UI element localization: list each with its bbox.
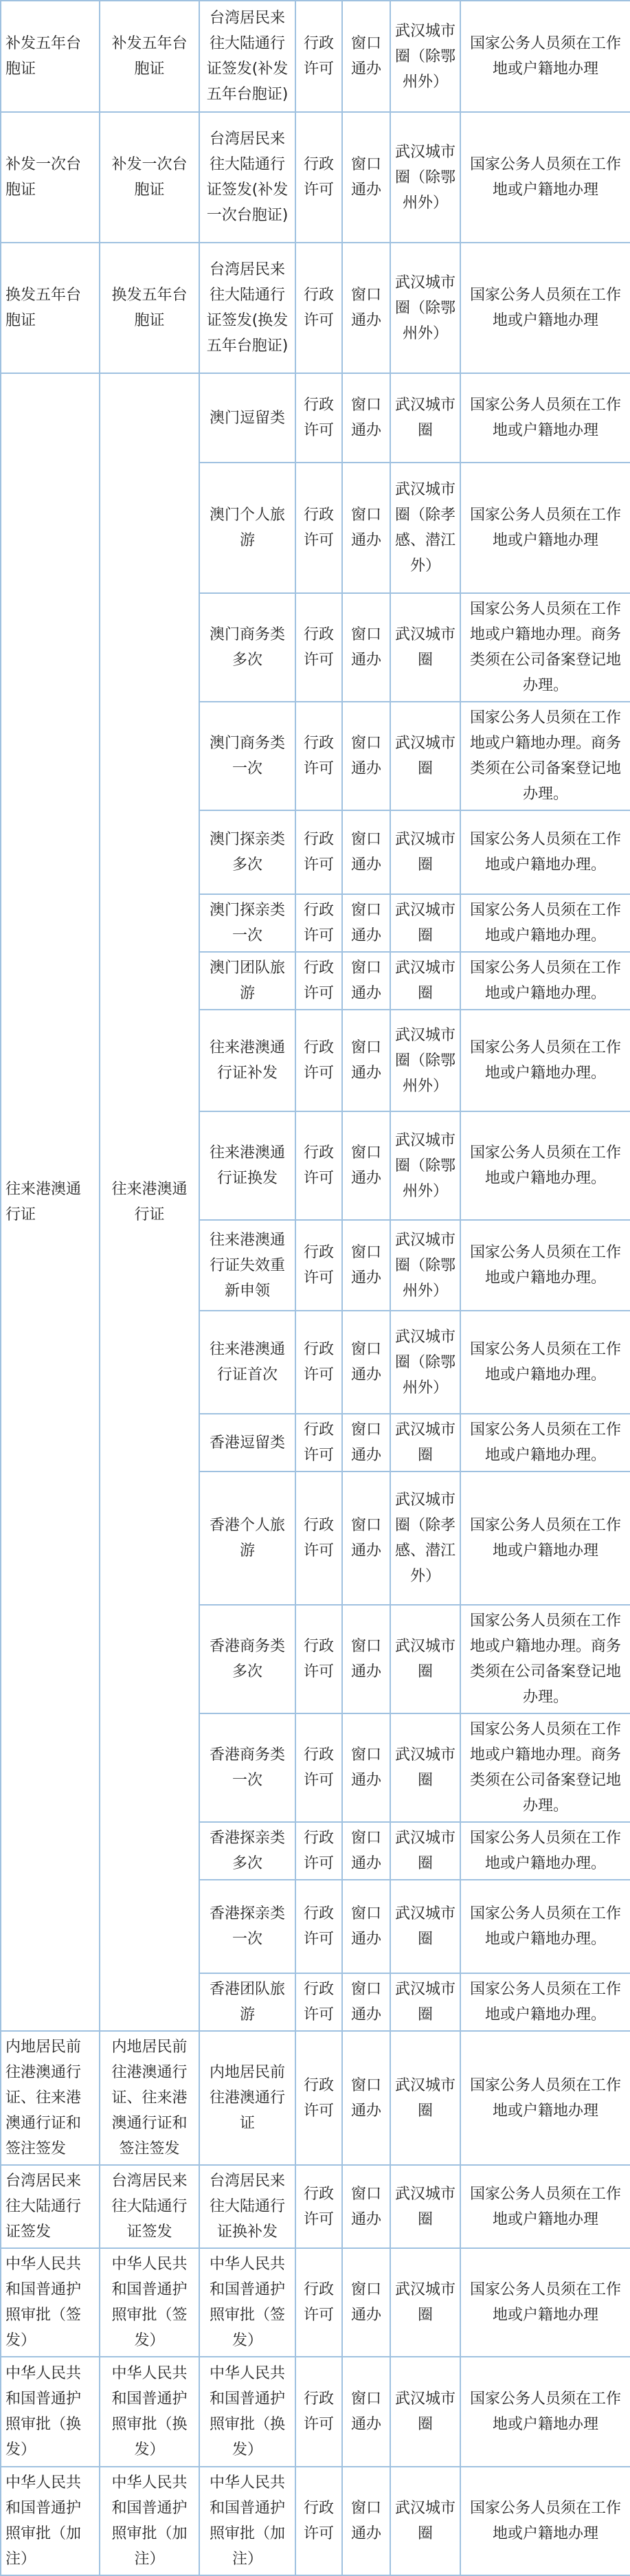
method-cell: 窗口通办 (342, 702, 390, 810)
table-row (1, 243, 630, 373)
method-cell: 窗口通办 (342, 1822, 390, 1880)
sub-item-cell: 往来港澳通行证首次 (199, 1311, 295, 1414)
category-cell: 中华人民共和国普通护照审批（换发） (1, 2357, 100, 2467)
sub-item-cell: 澳门探亲类一次 (199, 894, 295, 952)
type-cell: 行政许可 (295, 1010, 342, 1111)
method-cell: 窗口通办 (342, 1414, 390, 1472)
table-row (1, 2031, 630, 2165)
sub-item-cell: 香港个人旅游 (199, 1472, 295, 1605)
scope-cell: 武汉城市圈（除孝感、潜江外） (390, 1472, 460, 1605)
sub-item-cell: 台湾居民来往大陆通行证签发(换发五年台胞证) (199, 243, 295, 373)
item-cell: 中华人民共和国普通护照审批（签发） (100, 2248, 199, 2357)
sub-item-cell: 澳门商务类一次 (199, 702, 295, 810)
method-cell: 窗口通办 (342, 1880, 390, 1973)
item-cell: 补发五年台胞证 (100, 1, 199, 112)
method-cell: 窗口通办 (342, 1220, 390, 1311)
method-cell: 窗口通办 (342, 810, 390, 894)
type-cell: 行政许可 (295, 952, 342, 1010)
scope-cell: 武汉城市圈 (390, 952, 460, 1010)
note-cell: 国家公务人员须在工作地或户籍地办理 (460, 2031, 630, 2165)
sub-item-cell: 澳门逗留类 (199, 373, 295, 463)
method-cell: 窗口通办 (342, 1605, 390, 1713)
item-cell: 中华人民共和国普通护照审批（加注） (100, 2467, 199, 2575)
sub-item-cell: 香港探亲类多次 (199, 1822, 295, 1880)
note-cell: 国家公务人员须在工作地或户籍地办理。 (460, 1220, 630, 1311)
note-cell: 国家公务人员须在工作地或户籍地办理 (460, 112, 630, 243)
type-cell: 行政许可 (295, 894, 342, 952)
table-row (1, 112, 630, 243)
note-cell: 国家公务人员须在工作地或户籍地办理。商务类须在公司备案登记地办理。 (460, 1605, 630, 1713)
type-cell: 行政许可 (295, 243, 342, 373)
category-cell: 往来港澳通行证 (1, 373, 100, 2031)
note-cell: 国家公务人员须在工作地或户籍地办理。商务类须在公司备案登记地办理。 (460, 1713, 630, 1822)
method-cell: 窗口通办 (342, 1713, 390, 1822)
category-cell: 中华人民共和国普通护照审批（加注） (1, 2467, 100, 2575)
method-cell: 窗口通办 (342, 463, 390, 593)
sub-item-cell: 澳门团队旅游 (199, 952, 295, 1010)
type-cell: 行政许可 (295, 1822, 342, 1880)
type-cell: 行政许可 (295, 1713, 342, 1822)
type-cell: 行政许可 (295, 112, 342, 243)
note-cell: 国家公务人员须在工作地或户籍地办理。 (460, 1822, 630, 1880)
note-cell: 国家公务人员须在工作地或户籍地办理。商务类须在公司备案登记地办理。 (460, 702, 630, 810)
scope-cell: 武汉城市圈 (390, 2165, 460, 2248)
scope-cell: 武汉城市圈（除鄂州外） (390, 1010, 460, 1111)
scope-cell: 武汉城市圈（除鄂州外） (390, 1, 460, 112)
note-cell: 国家公务人员须在工作地或户籍地办理。 (460, 1414, 630, 1472)
table-row (1, 2248, 630, 2357)
note-cell: 国家公务人员须在工作地或户籍地办理。 (460, 1010, 630, 1111)
type-cell: 行政许可 (295, 2031, 342, 2165)
scope-cell: 武汉城市圈 (390, 2357, 460, 2467)
item-cell: 中华人民共和国普通护照审批（换发） (100, 2357, 199, 2467)
scope-cell: 武汉城市圈（除鄂州外） (390, 1111, 460, 1220)
sub-item-cell: 往来港澳通行证换发 (199, 1111, 295, 1220)
note-cell: 国家公务人员须在工作地或户籍地办理。 (460, 952, 630, 1010)
category-cell: 中华人民共和国普通护照审批（签发） (1, 2248, 100, 2357)
scope-cell: 武汉城市圈 (390, 894, 460, 952)
sub-item-cell: 澳门探亲类多次 (199, 810, 295, 894)
table-row (1, 2357, 630, 2467)
type-cell: 行政许可 (295, 1220, 342, 1311)
note-cell: 国家公务人员须在工作地或户籍地办理 (460, 373, 630, 463)
method-cell: 窗口通办 (342, 373, 390, 463)
method-cell: 窗口通办 (342, 2248, 390, 2357)
scope-cell: 武汉城市圈 (390, 1605, 460, 1713)
scope-cell: 武汉城市圈（除鄂州外） (390, 1311, 460, 1414)
note-cell: 国家公务人员须在工作地或户籍地办理。 (460, 894, 630, 952)
type-cell: 行政许可 (295, 1605, 342, 1713)
scope-cell: 武汉城市圈 (390, 373, 460, 463)
sub-item-cell: 澳门商务类多次 (199, 593, 295, 702)
type-cell: 行政许可 (295, 1880, 342, 1973)
type-cell: 行政许可 (295, 593, 342, 702)
type-cell: 行政许可 (295, 2165, 342, 2248)
category-cell: 补发一次台胞证 (1, 112, 100, 243)
scope-cell: 武汉城市圈 (390, 1414, 460, 1472)
sub-item-cell: 台湾居民来往大陆通行证换补发 (199, 2165, 295, 2248)
note-cell: 国家公务人员须在工作地或户籍地办理。 (460, 810, 630, 894)
table-row (1, 1, 630, 112)
method-cell: 窗口通办 (342, 894, 390, 952)
method-cell: 窗口通办 (342, 112, 390, 243)
method-cell: 窗口通办 (342, 1973, 390, 2031)
scope-cell: 武汉城市圈（除鄂州外） (390, 1220, 460, 1311)
method-cell: 窗口通办 (342, 952, 390, 1010)
sub-item-cell: 往来港澳通行证补发 (199, 1010, 295, 1111)
scope-cell: 武汉城市圈 (390, 1822, 460, 1880)
sub-item-cell: 澳门个人旅游 (199, 463, 295, 593)
method-cell: 窗口通办 (342, 1010, 390, 1111)
scope-cell: 武汉城市圈（除鄂州外） (390, 112, 460, 243)
type-cell: 行政许可 (295, 373, 342, 463)
category-cell: 补发五年台胞证 (1, 1, 100, 112)
scope-cell: 武汉城市圈（除鄂州外） (390, 243, 460, 373)
sub-item-cell: 中华人民共和国普通护照审批（签发） (199, 2248, 295, 2357)
sub-item-cell: 中华人民共和国普通护照审批（换发） (199, 2357, 295, 2467)
type-cell: 行政许可 (295, 463, 342, 593)
item-cell: 台湾居民来往大陆通行证签发 (100, 2165, 199, 2248)
sub-item-cell: 香港商务类多次 (199, 1605, 295, 1713)
type-cell: 行政许可 (295, 2357, 342, 2467)
sub-item-cell: 中华人民共和国普通护照审批（加注） (199, 2467, 295, 2575)
scope-cell: 武汉城市圈（除孝感、潜江外） (390, 463, 460, 593)
item-cell: 补发一次台胞证 (100, 112, 199, 243)
note-cell: 国家公务人员须在工作地或户籍地办理。商务类须在公司备案登记地办理。 (460, 593, 630, 702)
note-cell: 国家公务人员须在工作地或户籍地办理 (460, 2248, 630, 2357)
method-cell: 窗口通办 (342, 593, 390, 702)
type-cell: 行政许可 (295, 1472, 342, 1605)
sub-item-cell: 香港商务类一次 (199, 1713, 295, 1822)
sub-item-cell: 香港团队旅游 (199, 1973, 295, 2031)
type-cell: 行政许可 (295, 2467, 342, 2575)
note-cell: 国家公务人员须在工作地或户籍地办理 (460, 2165, 630, 2248)
type-cell: 行政许可 (295, 1311, 342, 1414)
note-cell: 国家公务人员须在工作地或户籍地办理 (460, 2467, 630, 2575)
scope-cell: 武汉城市圈 (390, 1973, 460, 2031)
table-row (1, 2467, 630, 2575)
method-cell: 窗口通办 (342, 243, 390, 373)
note-cell: 国家公务人员须在工作地或户籍地办理 (460, 1472, 630, 1605)
method-cell: 窗口通办 (342, 2031, 390, 2165)
table-row (1, 373, 630, 463)
scope-cell: 武汉城市圈 (390, 1713, 460, 1822)
note-cell: 国家公务人员须在工作地或户籍地办理。 (460, 1973, 630, 2031)
note-cell: 国家公务人员须在工作地或户籍地办理。 (460, 1880, 630, 1973)
sub-item-cell: 内地居民前往港澳通行证 (199, 2031, 295, 2165)
method-cell: 窗口通办 (342, 2165, 390, 2248)
scope-cell: 武汉城市圈 (390, 593, 460, 702)
type-cell: 行政许可 (295, 702, 342, 810)
method-cell: 窗口通办 (342, 1111, 390, 1220)
sub-item-cell: 往来港澳通行证失效重新申领 (199, 1220, 295, 1311)
sub-item-cell: 香港探亲类一次 (199, 1880, 295, 1973)
item-cell: 内地居民前往港澳通行证、往来港澳通行证和签注签发 (100, 2031, 199, 2165)
scope-cell: 武汉城市圈 (390, 1880, 460, 1973)
note-cell: 国家公务人员须在工作地或户籍地办理 (460, 1, 630, 112)
type-cell: 行政许可 (295, 1, 342, 112)
scope-cell: 武汉城市圈 (390, 2467, 460, 2575)
method-cell: 窗口通办 (342, 1472, 390, 1605)
type-cell: 行政许可 (295, 1973, 342, 2031)
scope-cell: 武汉城市圈 (390, 2031, 460, 2165)
category-cell: 内地居民前往港澳通行证、往来港澳通行证和签注签发 (1, 2031, 100, 2165)
type-cell: 行政许可 (295, 1414, 342, 1472)
note-cell: 国家公务人员须在工作地或户籍地办理 (460, 2357, 630, 2467)
scope-cell: 武汉城市圈 (390, 702, 460, 810)
scope-cell: 武汉城市圈 (390, 2248, 460, 2357)
method-cell: 窗口通办 (342, 1311, 390, 1414)
method-cell: 窗口通办 (342, 1, 390, 112)
sub-item-cell: 台湾居民来往大陆通行证签发(补发五年台胞证) (199, 1, 295, 112)
type-cell: 行政许可 (295, 2248, 342, 2357)
category-cell: 台湾居民来往大陆通行证签发 (1, 2165, 100, 2248)
method-cell: 窗口通办 (342, 2467, 390, 2575)
note-cell: 国家公务人员须在工作地或户籍地办理 (460, 243, 630, 373)
method-cell: 窗口通办 (342, 2357, 390, 2467)
sub-item-cell: 香港逗留类 (199, 1414, 295, 1472)
item-cell: 换发五年台胞证 (100, 243, 199, 373)
type-cell: 行政许可 (295, 1111, 342, 1220)
sub-item-cell: 台湾居民来往大陆通行证签发(补发一次台胞证) (199, 112, 295, 243)
type-cell: 行政许可 (295, 810, 342, 894)
category-cell: 换发五年台胞证 (1, 243, 100, 373)
table-row (1, 2165, 630, 2248)
item-cell: 往来港澳通行证 (100, 373, 199, 2031)
note-cell: 国家公务人员须在工作地或户籍地办理。 (460, 1111, 630, 1220)
note-cell: 国家公务人员须在工作地或户籍地办理 (460, 463, 630, 593)
scope-cell: 武汉城市圈 (390, 810, 460, 894)
note-cell: 国家公务人员须在工作地或户籍地办理。 (460, 1311, 630, 1414)
